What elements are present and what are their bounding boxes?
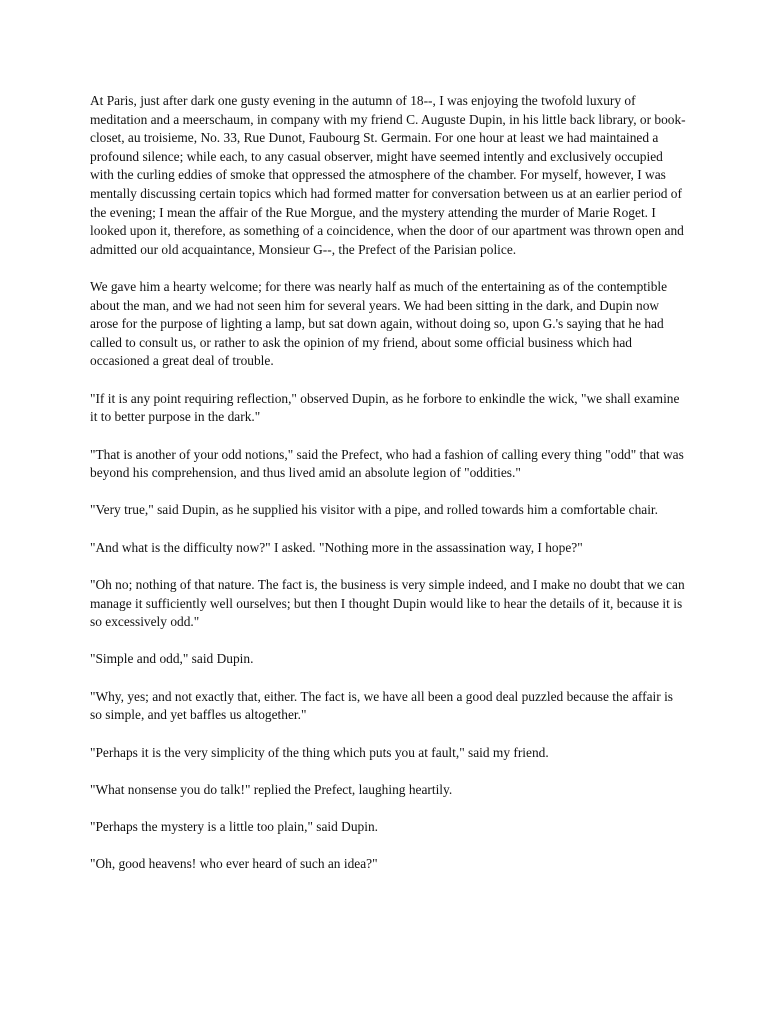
paragraph: "Very true," said Dupin, as he supplied his visitor with a pipe, and rolled towards him a comfortable chair. (90, 502, 659, 518)
paragraph: "What nonsense you do talk!" replied the Prefect, laughing heartily. (90, 781, 453, 797)
paragraph: "Why, yes; and not exactly that, either. The fact is, we have all been a good deal puzzled because the affair is so simple, and yet baffles us altogether." (90, 688, 674, 723)
paragraph: "Oh, good heavens! who ever heard of such an idea?" (90, 856, 378, 872)
text-body (90, 92, 688, 874)
paragraph: "Simple and odd," said Dupin. (90, 651, 254, 667)
paragraph: "Oh no; nothing of that nature. The fact is, the business is very simple indeed, and I make no doubt that we can manage it sufficiently well ourselves; but then I thought Dupin would like to hear the details of it, because it is so excessively odd." (90, 577, 685, 630)
paragraph: "If it is any point requiring reflection," observed Dupin, as he forbore to enkindle the wick, "we shall examine it to better purpose in the dark." (90, 390, 680, 425)
paragraph: "Perhaps it is the very simplicity of the thing which puts you at fault," said my friend. (90, 744, 549, 760)
paragraph: At Paris, just after dark one gusty evening in the autumn of 18--, I was enjoying the twofold luxury of meditation and a meerschaum, in company with my friend C. Auguste Dupin, in his little back library, or book-closet, au troisieme, No. 33, Rue Dunot, Faubourg St. Germain. For one hour at least we had maintained a profound silence; while each, to any casual observer, might have seemed intently and exclusively occupied with the curling eddies of smoke that oppressed the atmosphere of the chamber. For myself, however, I was mentally discussing certain topics which had formed matter for conversation between us at an earlier period of the evening; I mean the affair of the Rue Morgue, and the mystery attending the murder of Marie Roget. I looked upon it, therefore, as something of a coincidence, when the door of our apartment was thrown open and admitted our old acquaintance, Monsieur G--, the Prefect of the Parisian police. (90, 93, 686, 257)
paragraph: "That is another of your odd notions," said the Prefect, who had a fashion of calling every thing "odd" that was beyond his comprehension, and thus lived amid an absolute legion of "oddities." (90, 446, 684, 481)
paragraph: We gave him a hearty welcome; for there was nearly half as much of the entertaining as of the contemptible about the man, and we had not seen him for several years. We had been sitting in the dark, and Dupin now arose for the purpose of lighting a lamp, but sat down again, without doing so, upon G.'s saying that he had called to consult us, or rather to ask the opinion of my friend, about some official business which had occasioned a great deal of trouble. (90, 279, 668, 369)
paragraph: "Perhaps the mystery is a little too plain," said Dupin. (90, 819, 379, 835)
paragraph: "And what is the difficulty now?" I asked. "Nothing more in the assassination way, I hope?" (90, 539, 583, 555)
